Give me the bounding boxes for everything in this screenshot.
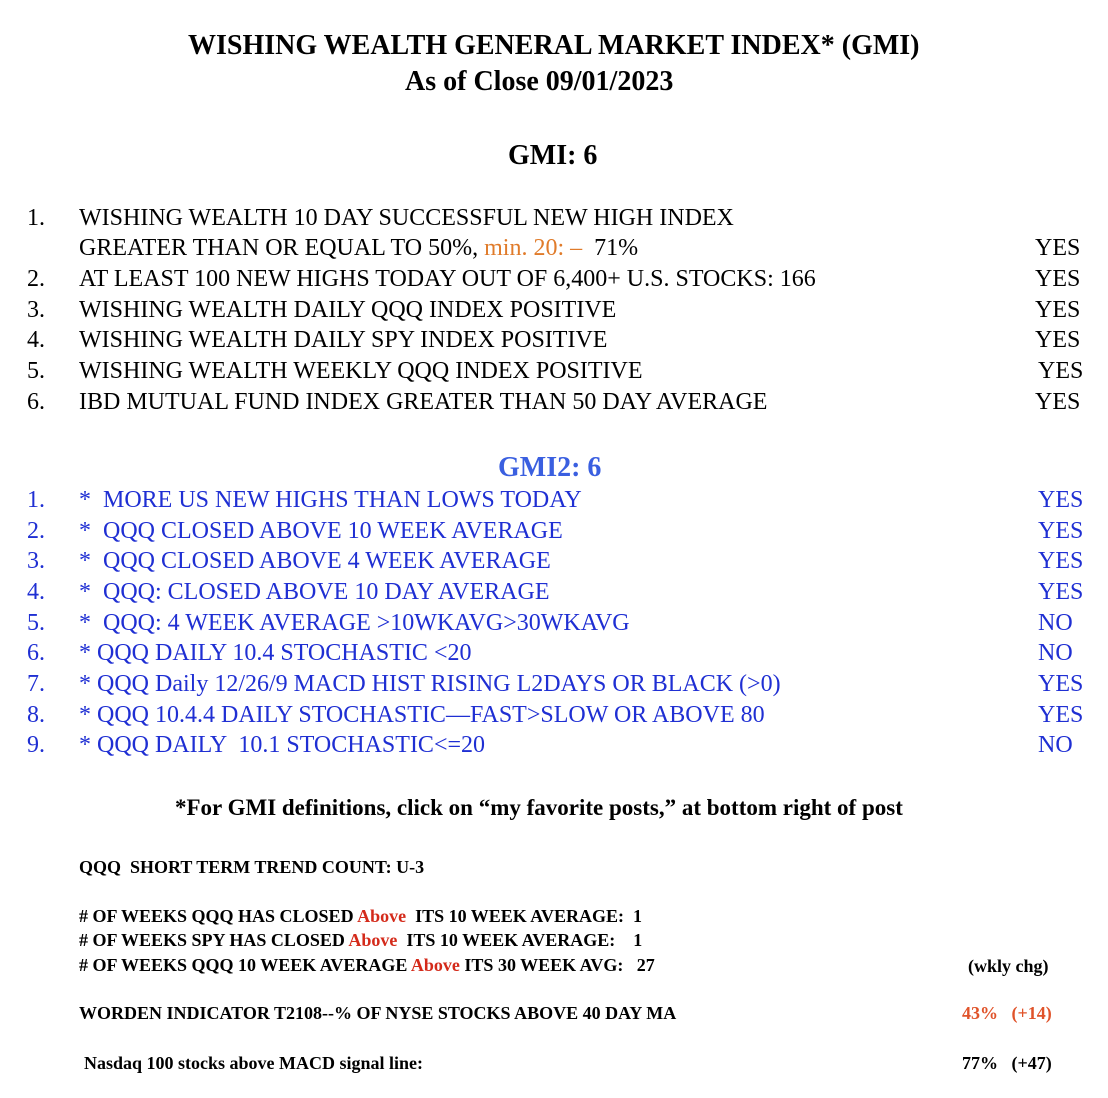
weeks-spy-10wk xyxy=(79,930,642,951)
item-text-suffix: 71% xyxy=(582,235,639,261)
gmi-item xyxy=(0,205,1108,236)
item-text: WISHING WEALTH DAILY SPY INDEX POSITIVE xyxy=(79,327,608,353)
gmi2-item xyxy=(0,702,1108,733)
item-text: * QQQ DAILY 10.1 STOCHASTIC<=20 xyxy=(79,732,486,758)
gmi-item xyxy=(0,389,1108,420)
item-number: 8. xyxy=(27,702,45,728)
item-number: 3. xyxy=(27,297,45,323)
item-answer: YES xyxy=(1035,327,1081,353)
item-number: 4. xyxy=(27,579,45,605)
weeks-qqq-30wk xyxy=(79,955,655,976)
weekly-change-label: (wkly chg) xyxy=(968,956,1049,976)
item-answer: YES xyxy=(1035,235,1081,261)
item-text: * QQQ 10.4.4 DAILY STOCHASTIC—FAST>SLOW OR ABOVE 80 xyxy=(79,702,765,728)
weeks-prefix: # OF WEEKS SPY HAS CLOSED xyxy=(79,930,349,950)
item-text: WISHING WEALTH WEEKLY QQQ INDEX POSITIVE xyxy=(79,358,643,384)
gmi-item-continued xyxy=(0,235,1108,266)
weeks-suffix: ITS 10 WEEK AVERAGE: 1 xyxy=(406,906,642,926)
item-answer: YES xyxy=(1035,266,1081,292)
item-answer: NO xyxy=(1038,640,1073,666)
item-answer: YES xyxy=(1038,702,1084,728)
gmi2-item xyxy=(0,732,1108,763)
above-highlight: Above xyxy=(348,930,398,950)
item-answer: YES xyxy=(1038,548,1084,574)
weeks-suffix: ITS 10 WEEK AVERAGE: 1 xyxy=(397,930,643,950)
nasdaq-macd-label: Nasdaq 100 stocks above MACD signal line: xyxy=(84,1053,424,1073)
worden-indicator-value: 43% (+14) xyxy=(962,1003,1052,1023)
item-number: 4. xyxy=(27,327,45,353)
item-number: 6. xyxy=(27,640,45,666)
item-text: * QQQ CLOSED ABOVE 10 WEEK AVERAGE xyxy=(79,518,563,544)
above-highlight: Above xyxy=(357,906,407,926)
item-number: 2. xyxy=(27,266,45,292)
min-highlight: min. 20: – xyxy=(484,235,583,261)
weeks-prefix: # OF WEEKS QQQ 10 WEEK AVERAGE xyxy=(79,955,411,975)
gmi2-heading: GMI2: 6 xyxy=(498,452,602,483)
item-text: IBD MUTUAL FUND INDEX GREATER THAN 50 DAY AVERAGE xyxy=(79,389,768,415)
gmi2-item xyxy=(0,579,1108,610)
item-text: * QQQ CLOSED ABOVE 4 WEEK AVERAGE xyxy=(79,548,551,574)
above-highlight: Above xyxy=(410,955,460,975)
item-number: 5. xyxy=(27,358,45,384)
item-answer: NO xyxy=(1038,732,1073,758)
item-answer: YES xyxy=(1035,389,1081,415)
item-number: 3. xyxy=(27,548,45,574)
gmi-heading: GMI: 6 xyxy=(508,140,598,171)
item-answer: YES xyxy=(1038,579,1084,605)
gmi2-item xyxy=(0,610,1108,641)
item-answer: YES xyxy=(1038,518,1084,544)
gmi-item xyxy=(0,297,1108,328)
gmi2-item xyxy=(0,640,1108,671)
item-text: AT LEAST 100 NEW HIGHS TODAY OUT OF 6,400+ U.S. STOCKS: 166 xyxy=(79,266,816,292)
gmi-item xyxy=(0,327,1108,358)
item-answer: YES xyxy=(1038,358,1084,384)
item-text-line2 xyxy=(79,235,638,262)
item-answer: NO xyxy=(1038,610,1073,636)
definitions-note: *For GMI definitions, click on “my favorite posts,” at bottom right of post xyxy=(175,795,903,820)
item-number: 1. xyxy=(27,487,45,513)
item-number: 7. xyxy=(27,671,45,697)
item-text: WISHING WEALTH DAILY QQQ INDEX POSITIVE xyxy=(79,297,617,323)
item-answer: YES xyxy=(1038,671,1084,697)
gmi-item xyxy=(0,266,1108,297)
worden-indicator-label: WORDEN INDICATOR T2108--% OF NYSE STOCKS ABOVE 40 DAY MA xyxy=(79,1003,677,1023)
item-text: * MORE US NEW HIGHS THAN LOWS TODAY xyxy=(79,487,582,513)
item-text: * QQQ: CLOSED ABOVE 10 DAY AVERAGE xyxy=(79,579,550,605)
item-number: 6. xyxy=(27,389,45,415)
nasdaq-macd-value: 77% (+47) xyxy=(962,1053,1052,1073)
trend-count: QQQ SHORT TERM TREND COUNT: U-3 xyxy=(79,857,425,877)
weeks-suffix: ITS 30 WEEK AVG: 27 xyxy=(459,955,655,975)
item-number: 2. xyxy=(27,518,45,544)
item-number: 9. xyxy=(27,732,45,758)
weeks-prefix: # OF WEEKS QQQ HAS CLOSED xyxy=(79,906,358,926)
item-answer: YES xyxy=(1035,297,1081,323)
item-number: 5. xyxy=(27,610,45,636)
item-number: 1. xyxy=(27,205,45,231)
item-text: * QQQ: 4 WEEK AVERAGE >10WKAVG>30WKAVG xyxy=(79,610,630,636)
item-text: * QQQ Daily 12/26/9 MACD HIST RISING L2DAYS OR BLACK (>0) xyxy=(79,671,781,697)
gmi2-item xyxy=(0,518,1108,549)
item-text: WISHING WEALTH 10 DAY SUCCESSFUL NEW HIGH INDEX xyxy=(79,205,734,231)
weeks-qqq-10wk xyxy=(79,906,642,927)
gmi2-item xyxy=(0,671,1108,702)
page-subtitle: As of Close 09/01/2023 xyxy=(405,66,674,97)
gmi2-item xyxy=(0,548,1108,579)
gmi2-item xyxy=(0,487,1108,518)
page-title: WISHING WEALTH GENERAL MARKET INDEX* (GMI) xyxy=(188,30,920,61)
gmi-item xyxy=(0,358,1108,389)
item-text-prefix: GREATER THAN OR EQUAL TO 50%, xyxy=(79,235,485,261)
item-answer: YES xyxy=(1038,487,1084,513)
item-text: * QQQ DAILY 10.4 STOCHASTIC <20 xyxy=(79,640,472,666)
